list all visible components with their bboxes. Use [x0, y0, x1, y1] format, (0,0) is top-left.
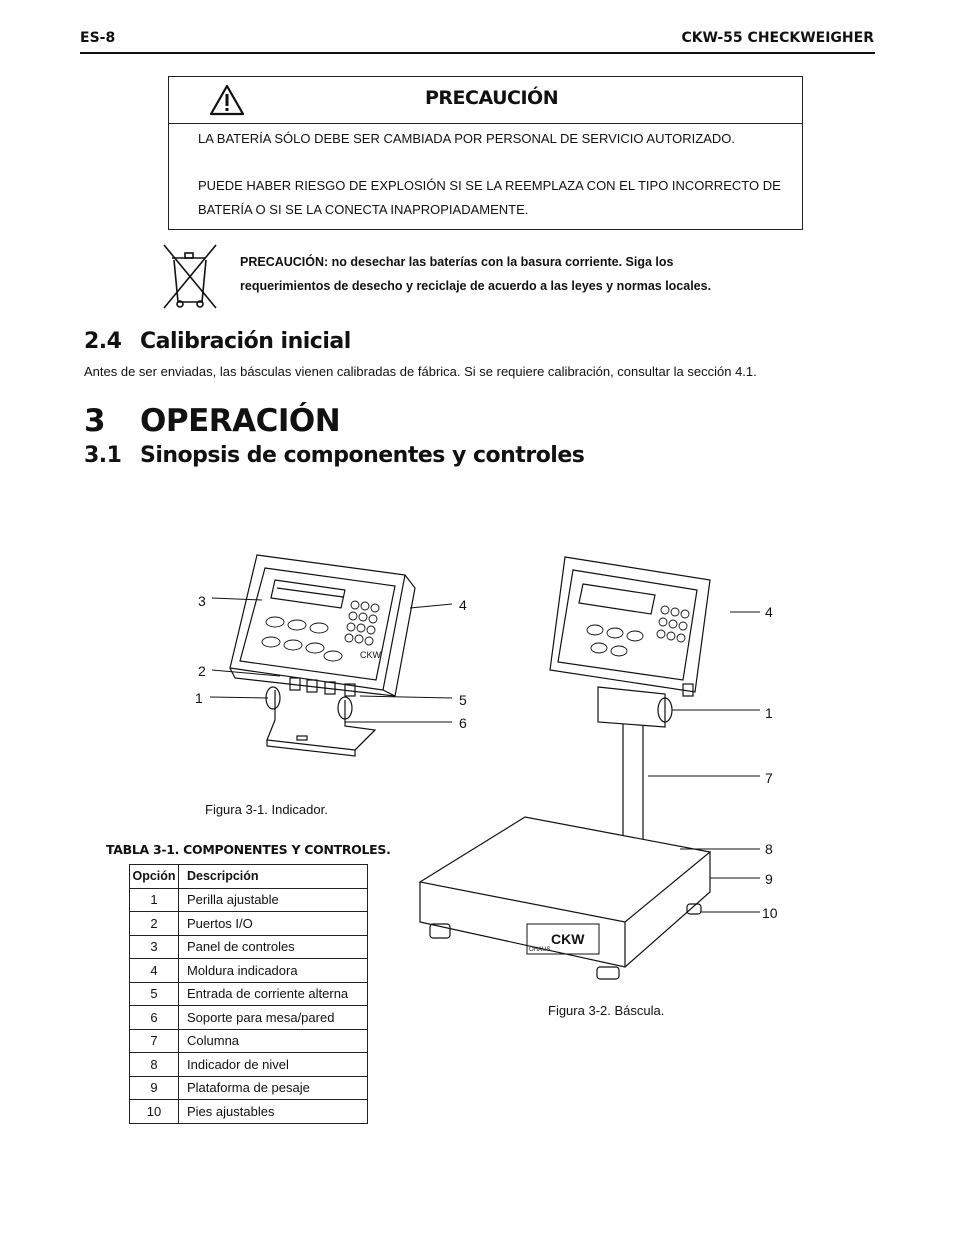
callout-fig1-4: 4 — [459, 597, 467, 613]
table-cell-description: Soporte para mesa/pared — [179, 1006, 368, 1030]
table-cell-option: 3 — [130, 935, 179, 959]
disposal-note — [240, 250, 810, 298]
table-cell-description: Panel de controles — [179, 935, 368, 959]
callout-fig2-8: 8 — [765, 841, 773, 857]
disposal-line-2: requerimientos de desecho y reciclaje de acuerdo a las leyes y normas locales. — [240, 279, 712, 293]
table-row — [130, 935, 368, 959]
table-cell-option: 2 — [130, 912, 179, 936]
scale-logo-brand: OHAUS — [529, 947, 551, 953]
section-3-1-title: Sinopsis de componentes y controles — [140, 443, 585, 468]
crossed-bin-icon — [160, 242, 220, 312]
callout-fig2-10: 10 — [762, 905, 778, 921]
table-row — [130, 982, 368, 1006]
scale-leader-lines — [640, 600, 770, 920]
table-cell-description: Plataforma de pesaje — [179, 1076, 368, 1100]
figure-2-caption: Figura 3-2. Báscula. — [548, 1003, 665, 1018]
table-cell-description: Perilla ajustable — [179, 888, 368, 912]
callout-fig2-4: 4 — [765, 604, 773, 620]
table-row — [130, 1100, 368, 1124]
table-row — [130, 1006, 368, 1030]
table-cell-option: 1 — [130, 888, 179, 912]
table-cell-description: Moldura indicadora — [179, 959, 368, 983]
table-cell-option: 10 — [130, 1100, 179, 1124]
table-cell-option: 8 — [130, 1053, 179, 1077]
caution-line-3: BATERÍA O SI SE LA CONECTA INAPROPIADAMENTE. — [198, 202, 529, 217]
table-cell-description: Pies ajustables — [179, 1100, 368, 1124]
chapter-3-title: OPERACIÓN — [140, 403, 341, 439]
caution-line-1: LA BATERÍA SÓLO DEBE SER CAMBIADA POR PERSONAL DE SERVICIO AUTORIZADO. — [198, 131, 736, 146]
table-header-row — [130, 865, 368, 889]
table-row — [130, 959, 368, 983]
table-row — [130, 1029, 368, 1053]
caution-header — [169, 77, 802, 124]
table-cell-description: Indicador de nivel — [179, 1053, 368, 1077]
scale-logo-text: CKW — [551, 931, 585, 947]
callout-fig2-9: 9 — [765, 871, 773, 887]
table-cell-option: 6 — [130, 1006, 179, 1030]
document-title: CKW-55 CHECKWEIGHER — [681, 30, 874, 46]
table-cell-description: Puertos I/O — [179, 912, 368, 936]
section-2-4-title: Calibración inicial — [140, 329, 351, 354]
table-row — [130, 912, 368, 936]
callout-fig2-1: 1 — [765, 705, 773, 721]
chapter-3-number: 3 — [84, 403, 106, 439]
table-cell-description: Columna — [179, 1029, 368, 1053]
callout-fig2-7: 7 — [765, 770, 773, 786]
caution-line-2: PUEDE HABER RIESGO DE EXPLOSIÓN SI SE LA REEMPLAZA CON EL TIPO INCORRECTO DE — [198, 178, 781, 193]
table-cell-description: Entrada de corriente alterna — [179, 982, 368, 1006]
section-3-1-number: 3.1 — [84, 443, 122, 468]
page-number: ES-8 — [80, 30, 116, 46]
table-row — [130, 888, 368, 912]
section-2-4-number: 2.4 — [84, 329, 122, 354]
callout-fig1-5: 5 — [459, 692, 467, 708]
figure-1-caption: Figura 3-1. Indicador. — [205, 802, 328, 817]
disposal-line-1: PRECAUCIÓN: no desechar las baterías con la basura corriente. Siga los — [240, 255, 674, 269]
callout-fig1-3: 3 — [198, 593, 206, 609]
table-header-option: Opción — [130, 865, 179, 889]
table-title: TABLA 3-1. COMPONENTES Y CONTROLES. — [106, 842, 391, 857]
table-cell-option: 7 — [130, 1029, 179, 1053]
table-cell-option: 9 — [130, 1076, 179, 1100]
section-2-4-text: Antes de ser enviadas, las básculas vienen calibradas de fábrica. Si se requiere calibración, consultar la sección 4.1. — [84, 364, 757, 379]
caution-title: PRECAUCIÓN — [425, 87, 559, 109]
table-row — [130, 1053, 368, 1077]
callout-fig1-1: 1 — [195, 690, 203, 706]
caution-box — [168, 76, 803, 230]
table-header-description: Descripción — [179, 865, 368, 889]
callout-fig1-6: 6 — [459, 715, 467, 731]
warning-triangle-icon — [209, 84, 245, 116]
table-row — [130, 1076, 368, 1100]
callout-fig1-2: 2 — [198, 663, 206, 679]
indicator-logo: CKW — [360, 650, 381, 660]
components-table — [129, 864, 368, 1124]
table-cell-option: 5 — [130, 982, 179, 1006]
table-cell-option: 4 — [130, 959, 179, 983]
header-rule — [80, 52, 875, 54]
